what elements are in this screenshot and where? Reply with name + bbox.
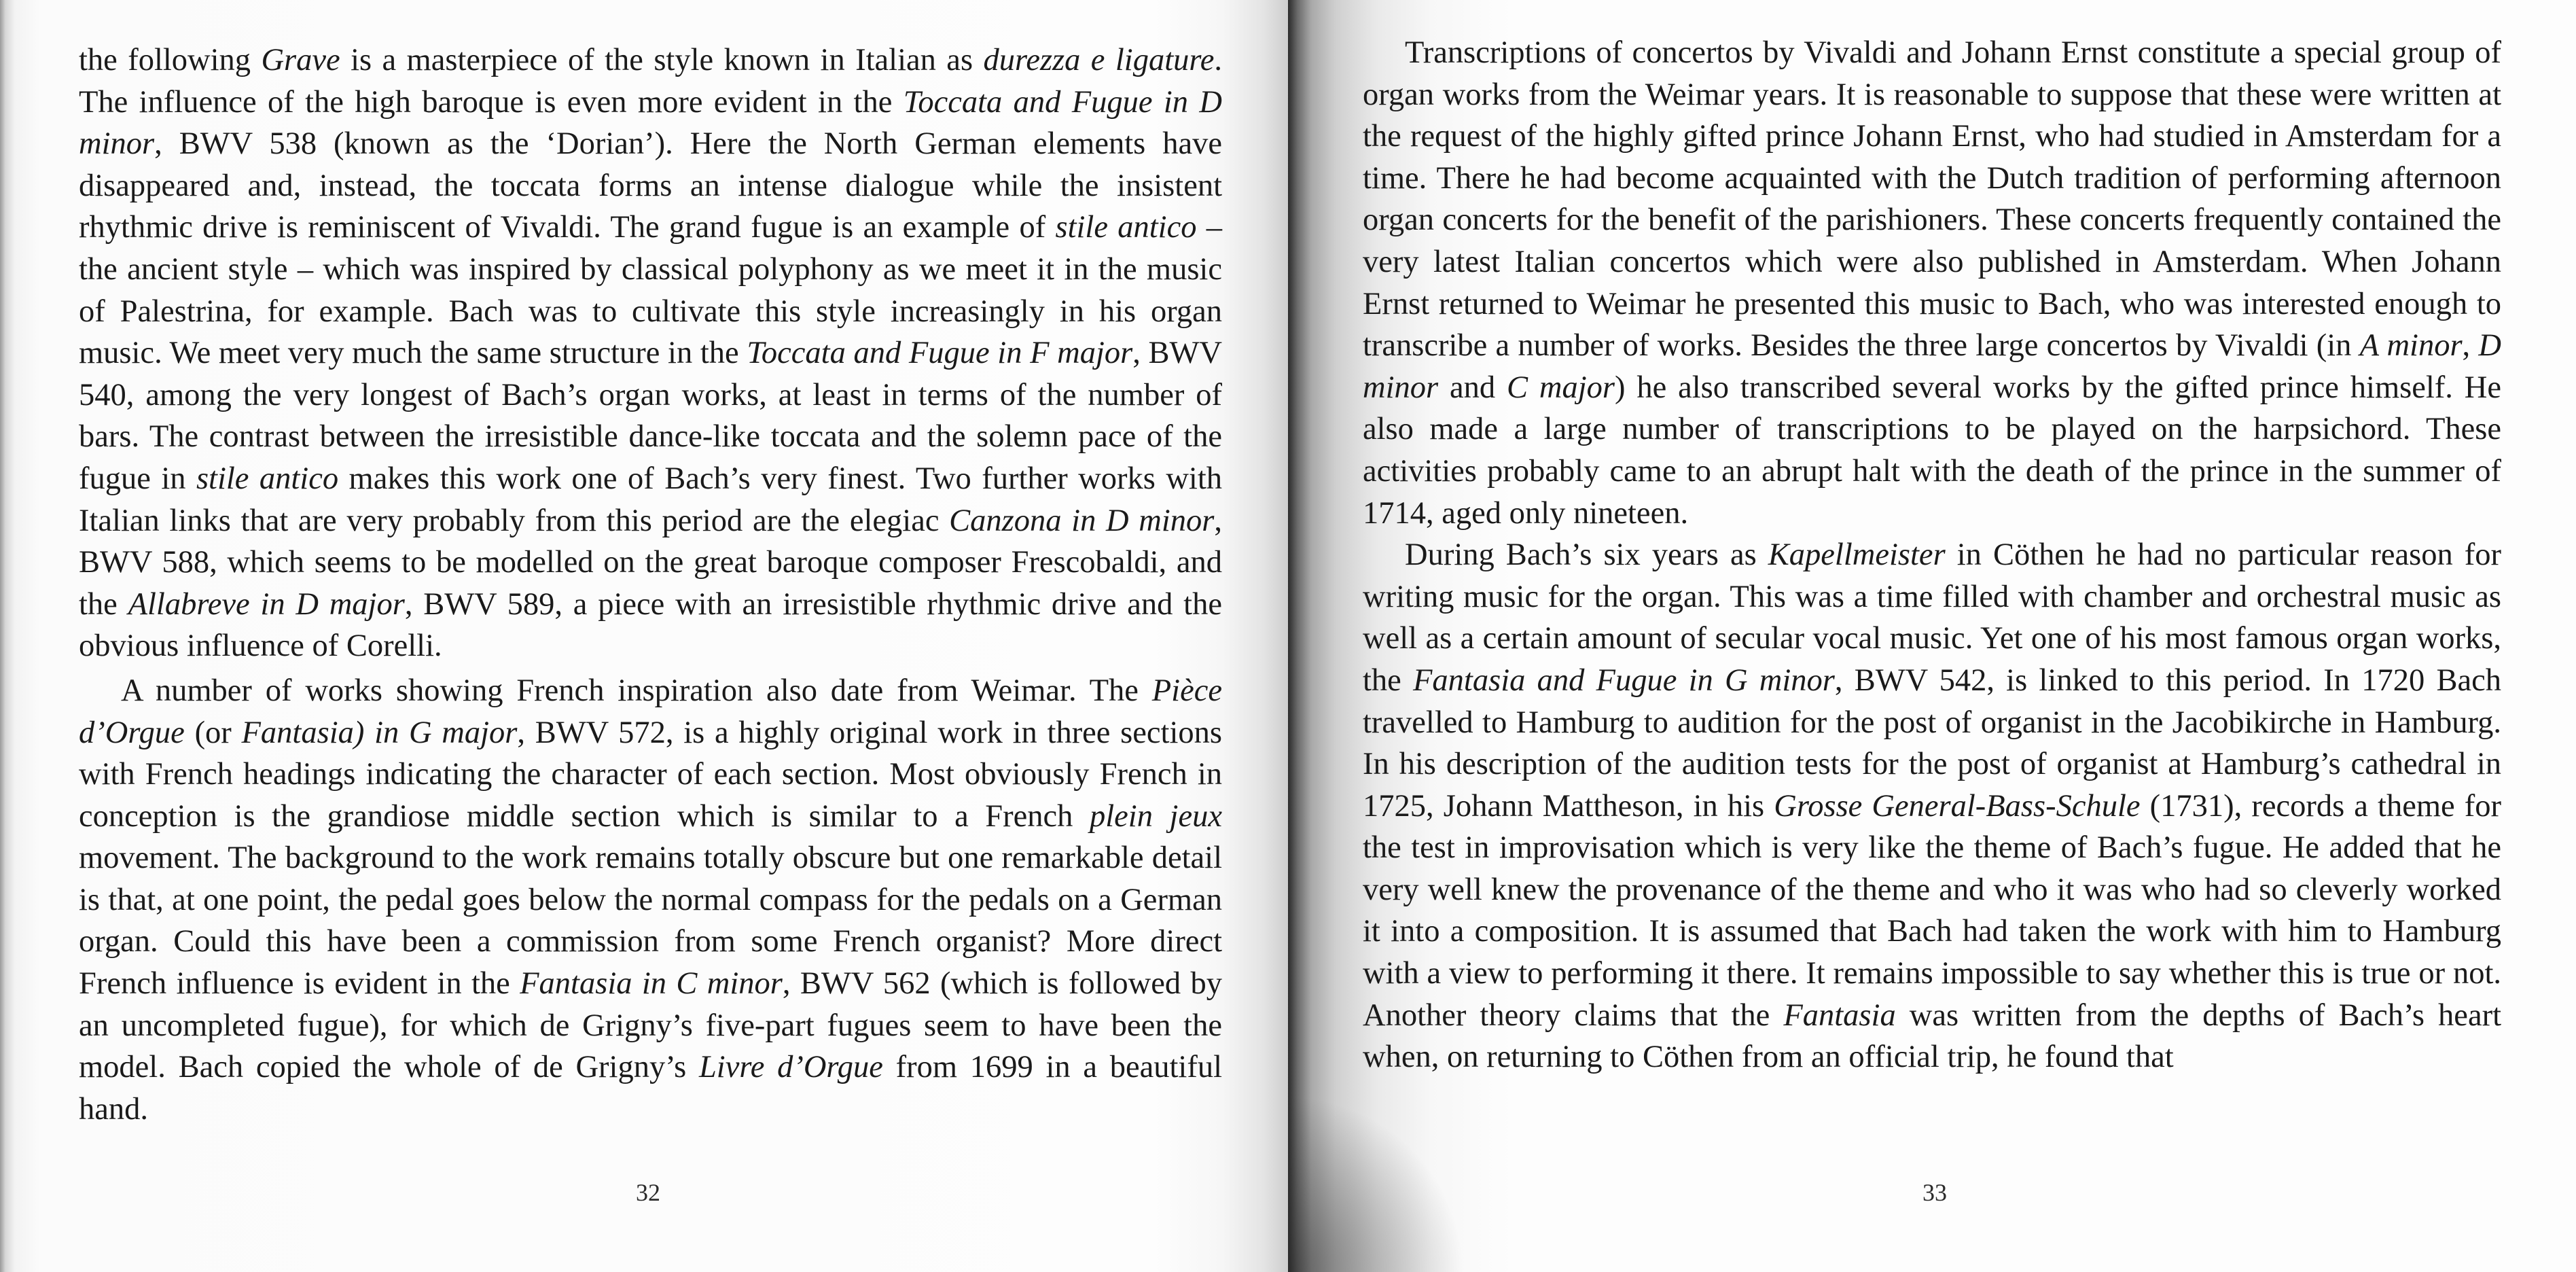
left-paragraph-1: the following Grave is a masterpiece of the style known in Italian as durezza e ligature. The influence of the high baroque is even more evident in the Toccata and Fugue in D minor, BWV 538 (known as the ‘Dorian’). Here the North German elements have disappeared and, instead, the toccata forms an intense dialogue while the insistent rhythmic drive is reminiscent of Vivaldi. The grand fugue is an example of stile antico – the ancient style – which was inspired by classical polyphony as we meet it in the music of Palestrina, for example. Bach was to cultivate this style increasingly in his organ music. We meet very much the same structure in the Toccata and Fugue in F major, BWV 540, among the very longest of Bach’s organ works, at least in terms of the number of bars. The contrast between the irresistible dance-like toccata and the solemn pace of the fugue in stile antico makes this work one of Bach’s very finest. Two further works with Italian links that are very probably from this period are the elegiac Canzona in D minor, BWV 588, which seems to be modelled on the great baroque composer Frescobaldi, and the Allabreve in D major, BWV 589, a piece with an irresistible rhythmic drive and the obvious influence of Corelli. [79, 43, 1222, 664]
page-number-left: 32 [636, 1179, 660, 1206]
right-paragraph-2: During Bach’s six years as Kapellmeister in Cöthen he had no particular reason for writing music for the organ. This was a time filled with chamber and orchestral music as well as a certain amount of secular vocal music. Yet one of his most famous organ works, the Fantasia and Fugue in G minor, BWV 542, is linked to this period. In 1720 Bach travelled to Hamburg to audition for the post of organist in the Jacobikirche in Hamburg. In his description of the audition tests for the post of organist at Hamburg’s cathedral in 1725, Johann Mattheson, in his Grosse General-Bass-Schule (1731), records a theme for the test in improvisation which is very like the theme of Bach’s fugue. He added that he very well knew the provenance of the theme and who it was who had so cleverly worked it into a composition. It is assumed that Bach had taken the work with him to Hamburg with a view to performing it there. It remains impossible to say whether this is true or not. Another theory claims that the Fantasia was written from the depths of Bach’s heart when, on returning to Cöthen from an official trip, he found that [1363, 537, 2502, 1075]
right-paragraph-1: Transcriptions of concertos by Vivaldi and Johann Ernst constitute a special group of organ works from the Weimar years. It is reasonable to suppose that these were written at the request of the highly gifted prince Johann Ernst, who had studied in Amsterdam for a time. There he had become acquainted with the Dutch tradition of performing afternoon organ concerts for the benefit of the parishioners. These concerts frequently contained the very latest Italian concertos which were also published in Amsterdam. When Johann Ernst returned to Weimar he presented this music to Bach, who was interested enough to transcribe a number of works. Besides the three large concertos by Vivaldi (in A minor, D minor and C major) he also transcribed several works by the gifted prince himself. He also made a large number of transcriptions to be played on the harpsichord. These activities probably came to an abrupt halt with the death of the prince in the summer of 1714, aged only nineteen. [1363, 35, 2501, 531]
right-page-body [1363, 32, 2501, 1078]
left-paragraph-2: A number of works showing French inspiration also date from Weimar. The Pièce d’Orgue (or Fantasia) in G major, BWV 572, is a highly original work in three sections with French headings indicating the character of each section. Most obviously French in conception is the grandiose middle section which is similar to a French plein jeux movement. The background to the work remains totally obscure but one remarkable detail is that, at one point, the pedal goes below the normal compass for the pedals on a German organ. Could this have been a commission from some French organist? More direct French influence is evident in the Fantasia in C minor, BWV 562 (which is followed by an uncompleted fugue), for which de Grigny’s five-part fugues seem to have been the model. Bach copied the whole of de Grigny’s Livre d’Orgue from 1699 in a beautiful hand. [79, 673, 1223, 1127]
right-page [1288, 0, 2576, 1272]
page-number-right: 33 [1922, 1179, 1947, 1206]
left-page-body [79, 39, 1222, 1130]
